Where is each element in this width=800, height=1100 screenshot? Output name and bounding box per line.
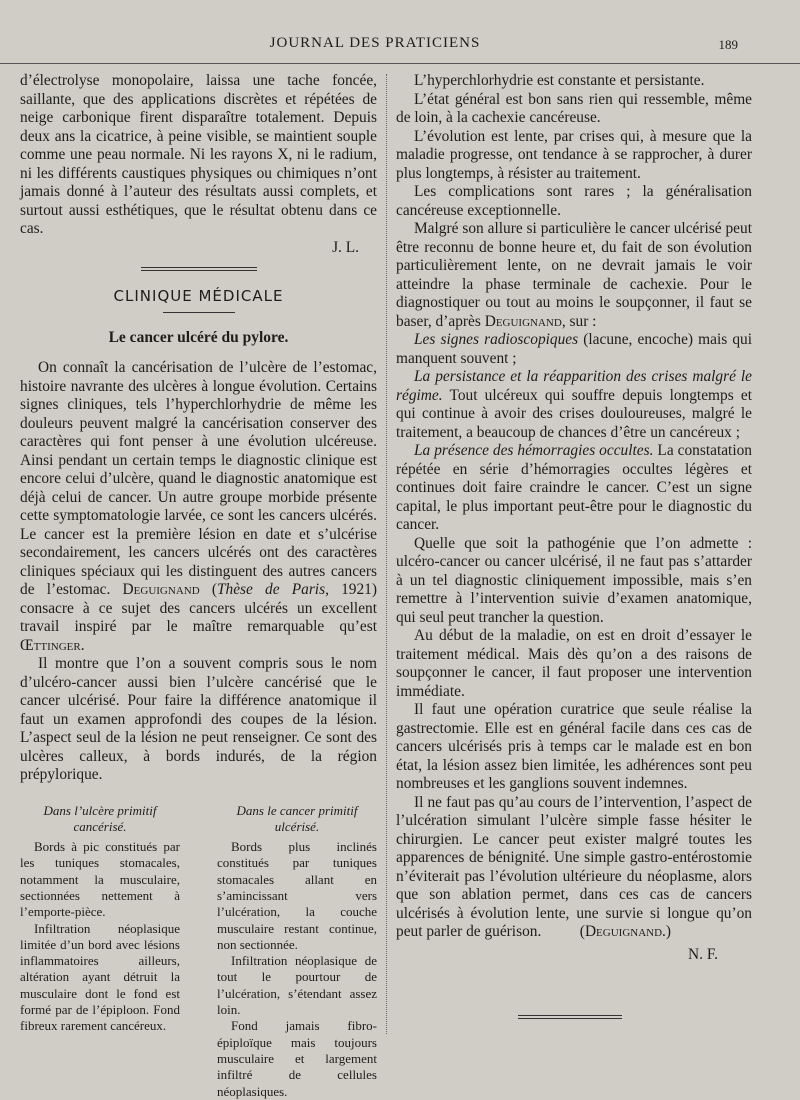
author-name: Deguignand (484, 312, 562, 330)
paragraph-intro: On connaît la cancérisation de l’ulcère de l’estomac, histoire navrante des ulcères à longue évolution. Certains signes cliniques, tels l’hyperchlorhydrie de même les douleurs peuvent malgré la cancérisation conserver des caractères qui font penser à une évolution ulcéreuse. Ainsi pendant un certain temps le diagnostic clinique est encore celui d’ulcère, quand le diagnostic anatomique est déjà celui de cancer. Un autre groupe morbide présente cette symptomatologie larvée, ce sont les cancers ulcérés. Le cancer est la première lésion en date et s’ulcérise secondairement, les cancers ulcérés ont des caractères cliniques spéciaux qui les distinguent des autres cancers de l’estomac. Deguignand (Thèse de Paris, 1921) consacre à ce sujet des cancers ulcérés un excellent travail inspiré par le maître remarquable qu’est Œttinger. (20, 359, 377, 654)
comparison-cancer-heading: Dans le cancer primitif ulcérisé. (236, 802, 358, 834)
journal-title: JOURNAL DES PRATICIENS (269, 35, 481, 51)
comparison-ulcer-heading: Dans l’ulcère primitif cancérisé. (43, 802, 157, 834)
previous-article-signature-row (20, 239, 377, 258)
article-separator-rule (141, 267, 257, 271)
paragraph-intervention: Il ne faut pas qu’au cours de l’intervention, l’aspect de l’ulcération simulant l’ulcère simple fasse hésiter le chirurgien. Le cancer peut exister malgré toutes les apparences de bénignité. Une simple gastro-entérostomie n’éviterait pas l’évolution ultérieure du néoplasme, alors que son ablation permet, dans ces cas de cancers ulcérisés à évolution lente, une survie si longue qu’on peut parler de guérison. (Deguignand.) (396, 793, 752, 940)
column-divider (386, 74, 387, 1034)
comparison-cancer-column (217, 803, 377, 1100)
paragraph-medical-treatment: Au début de la maladie, on est en droit d’essayer le traitement médical. Mais dès qu’on a des raisons de soupçonner le cancer, il faut proposer une intervention immédiate. (396, 627, 752, 700)
comparison-ulcer-column (20, 803, 180, 1100)
running-header (0, 33, 800, 64)
article-end-rule (518, 1015, 622, 1019)
paragraph-gastrectomy: Il faut une opération curatrice que seule réalise la gastrectomie. Elle est en général facile dans ces cas de cancers ulcérisés pris à temps car le malade est en bon état, la lésion assez bien limitée, les adhérences sont peu nombreuses et les ganglions souvent indemnes. (396, 701, 752, 792)
paragraph-hyperchlorhydria: L’hyperchlorhydrie est constante et persistante. (414, 72, 705, 89)
comparison-cancer-text: Fond jamais fibro-épiploïque mais toujours musculaire et largement infiltré de cellules néoplasiques. (217, 1018, 377, 1099)
paragraph-differentiation: Il montre que l’on a souvent compris sous le nom d’ulcéro-cancer aussi bien l’ulcère cancérisé que le cancer ulcérisé. Pour faire la différence anatomique il faut un examen approfondi des coupes de la lésion. L’aspect seul de la lésion ne peut renseigner. Ce sont des ulcères calleux, à bords indurés, de la région prépylorique. (20, 655, 377, 783)
left-column (20, 72, 377, 1100)
right-column (396, 72, 752, 964)
comparison-ulcer-text: Infiltration néoplasique limitée d’un bord avec lésions inflammatoires ailleurs, altération ayant détruit la musculaire dont le fond est formé par de l’épiploon. Fond fibreux rarement cancéreux. (20, 920, 180, 1034)
paragraph-complications: Les complications sont rares ; la généralisation cancéreuse exceptionnelle. (396, 183, 752, 219)
comparison-columns (20, 803, 377, 1100)
master-name: Œttinger (20, 636, 81, 654)
paragraph-persistent-crises: La persistance et la réapparition des crises malgré le régime. Tout ulcéreux qui souffre depuis longtemps et qui continue à avoir des crises douloureuses, malgré le traitement, a beaucoup de chances d’être un cancéreux ; (396, 368, 752, 441)
comparison-cancer-text: Bords plus inclinés constitués par tuniques stomacales allant en s’amincissant vers l’ulcération, la couche musculaire restant continue, non sectionnée. (217, 839, 377, 952)
paragraph-pathogeny: Quelle que soit la pathogénie que l’on admette : ulcéro-cancer ou cancer ulcérisé, il ne faut pas s’attarder à un tel diagnostic cliniquement impossible, mais s’en remettre à l’intervention suivie d’examen anatomique, qui seul peut trancher la question. (396, 534, 752, 626)
paragraph-diagnosis: Malgré son allure si particulière le cancer ulcérisé peut être reconnu de bonne heure et, du fait de son évolution particulièrement lente, on ne devrait jamais le voir atteindre la phase terminale de cachexie. Pour le diagnostiquer ou tout au moins le soupçonner, il faut se baser, d’après Deguignand, sur : (396, 220, 752, 330)
comparison-ulcer-text: Bords à pic constitués par les tuniques stomacales, notamment la musculaire, sectionnées nettement à l’emporte-pièce. (20, 839, 180, 920)
author-name: Deguignand (584, 923, 663, 940)
section-heading: CLINIQUE MÉDICALE (113, 287, 284, 305)
paragraph-general-state: L’état général est bon sans rien qui ressemble, même de loin, à la cachexie cancéreuse. (396, 90, 752, 126)
author-name: Deguignand (122, 581, 200, 598)
article-title: Le cancer ulcéré du pylore. (108, 328, 289, 346)
previous-article-signature: J. L. (332, 238, 359, 256)
article-signature: N. F. (688, 945, 718, 963)
paragraph-evolution: L’évolution est lente, par crises qui, à mesure que la maladie progresse, ont tendance à se rapprocher, à durer plus longtemps, à résister au traitement. (396, 127, 752, 182)
section-heading-rule (163, 312, 235, 313)
thesis-title: Thèse de Paris (216, 581, 326, 598)
comparison-cancer-text: Infiltration néoplasique de tout le pourtour de l’ulcération, s’étendant assez loin. (217, 953, 377, 1018)
paragraph-radioscopic-signs: Les signes radioscopiques (lacune, encoche) mais qui manquent souvent ; (396, 331, 752, 367)
paragraph-occult-hemorrhages: La présence des hémorragies occultes. La constatation répétée en série d’hémorragies occultes légères et continues doit faire craindre le cancer. C’est un signe capital, le plus important peut-être pour le diagnostic du cancer. (396, 442, 753, 533)
page-number: 189 (718, 37, 738, 52)
previous-article-end: d’électrolyse monopolaire, laissa une tache foncée, saillante, que des applications discrètes et répétées de neige carbonique firent disparaître totalement. Depuis deux ans la cicatrice, à peine visible, se maintient souple comme une peau normale. Ni les rayons X, ni le radium, ni les différents caustiques physiques ou chimiques n’ont jamais donné à l’auteur des résultats aussi complets, et surtout aussi esthétiques, que le résultat obtenu dans ce cas. (20, 72, 377, 237)
